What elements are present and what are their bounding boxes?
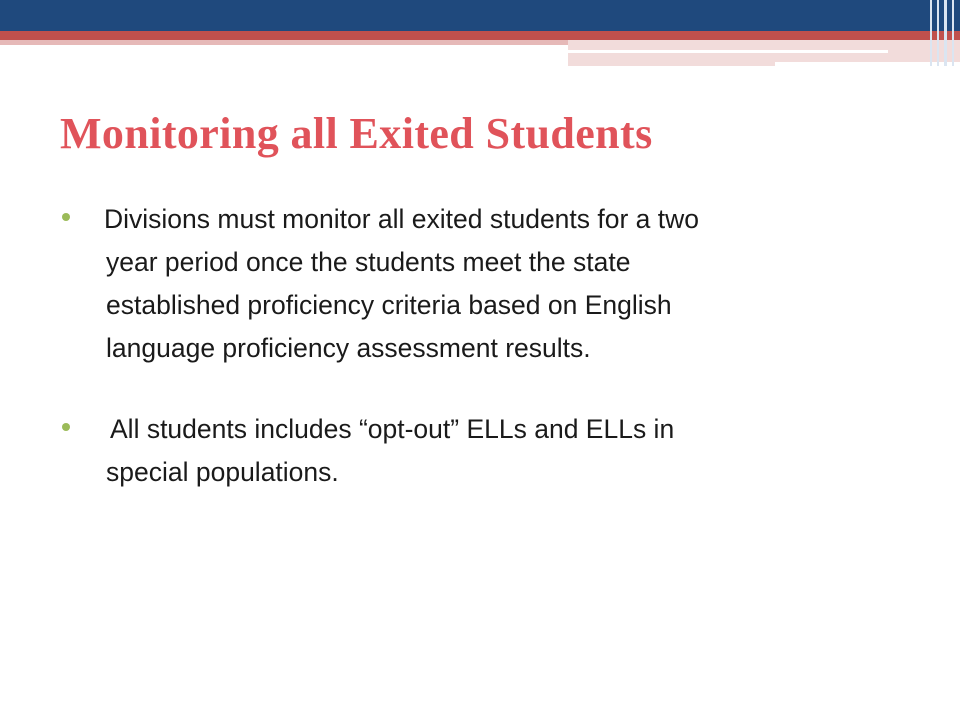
bullet-text-line: year period once the students meet the state [106,247,631,277]
bullet-item [62,408,892,494]
bullet-text-line: special populations. [106,457,339,487]
bullet-item [62,198,892,370]
bullet-text-line: established proficiency criteria based on English [106,290,672,320]
bullet-dot-icon [62,213,70,221]
header-banner-light [0,40,568,45]
header-banner-line [568,50,888,53]
header-banner-red [0,31,960,40]
bullet-text-line: All students includes “opt-out” ELLs and ELLs in [110,414,675,444]
bullet-list [62,198,892,494]
header-banner-line [775,62,960,66]
bullet-text-line: language proficiency assessment results. [106,333,591,363]
header-stripe [944,0,947,66]
header-stripe [937,0,939,66]
header-stripe [930,0,932,66]
bullet-text-line: Divisions must monitor all exited students for a two [104,204,700,234]
slide-title: Monitoring all Exited Students [60,109,653,158]
header-banner-dark [0,0,960,31]
header-stripe [952,0,954,66]
bullet-dot-icon [62,423,70,431]
